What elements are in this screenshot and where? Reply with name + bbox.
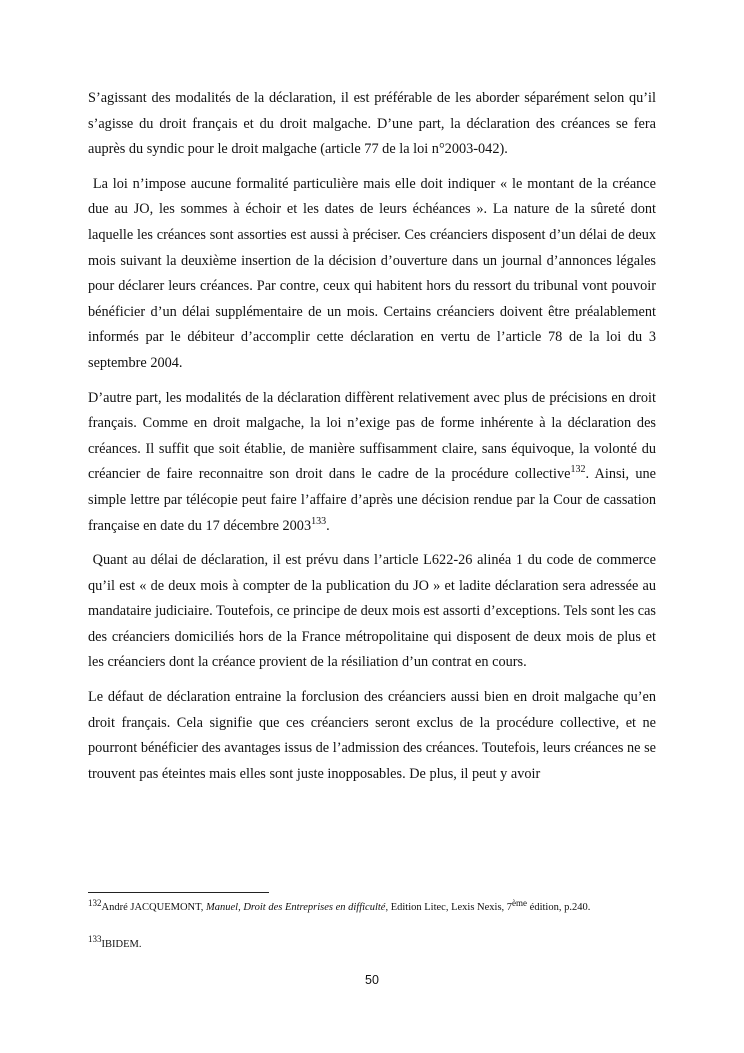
paragraph-3 — [88, 386, 656, 540]
paragraph-5: Le défaut de déclaration entraine la forclusion des créanciers aussi bien en droit malgache qu’en droit français. Cela signifie que ces créanciers seront exclus de la procédure collective, et ne pourront bénéficier des avantages issus de l’admission des créances. Toutefois, leurs créances ne se trouvent pas éteintes mais elles sont juste inopposables. De plus, il peut y avoir — [88, 689, 656, 782]
footnote-ref-133[interactable]: 133 — [311, 515, 327, 527]
footnote-ref-132[interactable]: 132 — [570, 464, 586, 476]
footnote-separator — [88, 892, 269, 893]
footnote-book-title: Manuel, Droit des Entreprises en difficulté — [206, 902, 386, 913]
footnote-author: André JACQUEMONT, — [101, 902, 207, 913]
paragraph-1: S’agissant des modalités de la déclaration, il est préférable de les aborder séparément selon qu’il s’agisse du droit français et du droit malgache. D’une part, la déclaration des créances se fera auprès du syndic pour le droit malgache (article 77 de la loi n°2003-042). — [88, 90, 656, 158]
body-text — [88, 86, 660, 796]
footnote-details: , Edition Litec, Lexis Nexis, 7 — [385, 902, 513, 913]
footnote-edition-sup: ème — [512, 898, 528, 908]
footnote-133 — [88, 934, 688, 952]
paragraph-4: Quant au délai de déclaration, il est prévu dans l’article L622-26 alinéa 1 du code de commerce qu’il est « de deux mois à compter de la publication du JO » et ladite déclaration sera adressée au mandataire judiciaire. Toutefois, ce principe de deux mois est assorti d’exceptions. Tels sont les cas des créanciers domiciliés hors de la France métropolitaine qui disposent de deux mois de plus et les créanciers dont la créance provient de la résiliation d’un contrat en cours. — [88, 552, 660, 671]
paragraph-3-text-a: D’autre part, les modalités de la déclaration diffèrent relativement avec plus de précisions en droit français. Comme en droit malgache, la loi n’exige pas de forme inhérente à la déclaration des créances. Il suffit que soit établie, de manière suffisamment claire, sans équivoque, la volonté du créancier de faire reconnaitre son droit dans le cadre de la procédure collective — [88, 389, 656, 483]
paragraph-2: La loi n’impose aucune formalité particulière mais elle doit indiquer « le montant de la créance due au JO, les sommes à échoir et les dates de leurs échéances ». La nature de la sûreté dont laquelle les créances sont assorties est aussi à préciser. Ces créanciers disposent d’un délai de deux mois suivant la deuxième insertion de la décision d’ouverture dans un journal d’annonces légales pour déclarer leurs créances. Par contre, ceux qui habitent hors du ressort du tribunal vont pouvoir bénéficier d’un délai supplémentaire de un mois. Certains créanciers doivent être préalablement informés par le débiteur d’accomplir cette déclaration en vertu de l’article 78 de la loi du 3 septembre 2004. — [88, 175, 660, 371]
paragraph-3-text-c: . — [326, 517, 330, 534]
footnote-details-end: édition, p.240. — [527, 902, 591, 913]
page-number: 50 — [365, 973, 379, 987]
footnote-text: IBIDEM. — [101, 939, 142, 950]
paragraph-3-text-b: . Ainsi, une simple lettre par télécopie peut faire l’affaire d’après une décision rendue par la Cour de cassation française en date du 17 décembre 2003 — [88, 466, 656, 534]
footnote-132 — [88, 898, 688, 915]
footnote-number: 132 — [88, 898, 102, 908]
footnote-number: 133 — [88, 934, 102, 944]
